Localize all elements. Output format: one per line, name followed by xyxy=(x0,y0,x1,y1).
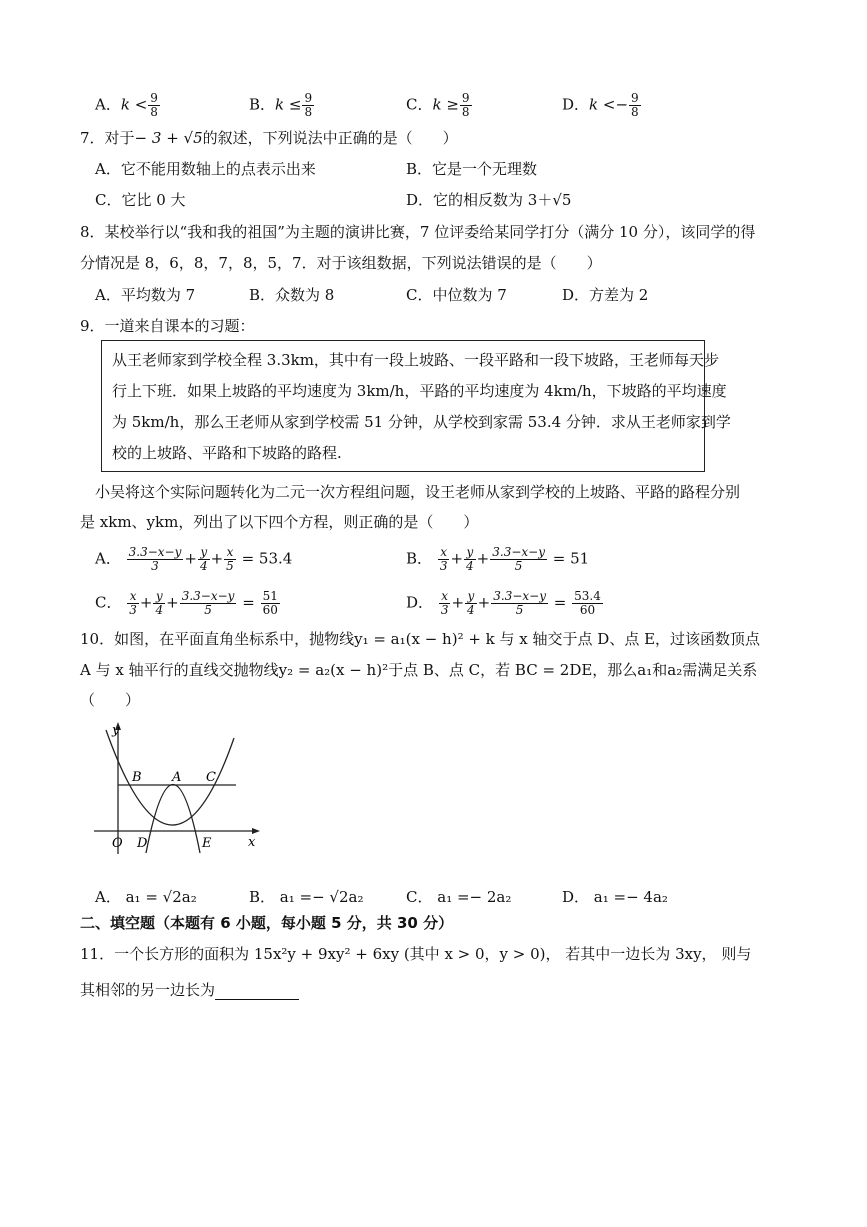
q11-stem-line2 xyxy=(80,980,299,1000)
denominator: 4 xyxy=(155,603,164,617)
fraction xyxy=(629,92,641,119)
q10-stem-line2: A 与 x 轴平行的直线交抛物线y₂ = a₂(x − h)²于点 B、点 C，若 BC = 2DE，那么a₁和a₂需满足关系 xyxy=(80,661,758,679)
option-label: C． xyxy=(95,593,122,612)
denominator: 5 xyxy=(515,603,524,617)
option-math: k < xyxy=(120,95,148,114)
numerator: y xyxy=(465,590,477,604)
box-line: 行上下班．如果上坡路的平均速度为 3km/h，平路的平均速度为 4km/h，下坡路的平均速度 xyxy=(112,382,727,400)
point-b-label: B xyxy=(132,770,142,785)
fraction xyxy=(148,92,160,119)
rhs: = 51 xyxy=(552,549,590,568)
q8-option-b: B．众数为 8 xyxy=(249,286,335,304)
denominator: 4 xyxy=(466,559,474,573)
numerator: x xyxy=(224,546,236,560)
option-math: k <− xyxy=(589,95,629,114)
fraction xyxy=(491,590,548,617)
numerator: y xyxy=(464,546,476,560)
numerator: x xyxy=(439,590,451,604)
rhs: = 53.4 xyxy=(241,549,293,568)
numerator: y xyxy=(153,590,165,604)
y-axis-label: y xyxy=(112,723,120,738)
origin-label: O xyxy=(112,836,123,851)
fraction xyxy=(490,546,547,573)
answer-blank[interactable] xyxy=(215,985,299,1000)
denominator: 60 xyxy=(262,603,278,617)
option-label: B． xyxy=(249,95,276,114)
q6-option-c xyxy=(406,92,473,119)
point-e-label: E xyxy=(202,836,212,851)
q9-option-a: A． $\frac{3.3-x-y}{3}$ + $\frac{y}{4}$ + $\frac{x}{5}$ = 53.4 xyxy=(95,545,293,573)
q10-stem-line1: 10．如图，在平面直角坐标系中，抛物线y₁ = a₁(x − h)² + k 与 x 轴交于点 D、点 E，过该函数顶点 xyxy=(80,630,761,648)
q10-option-d: D． a₁ =− 4a₂ xyxy=(562,888,668,906)
box-line: 为 5km/h，那么王老师从家到学校需 51 分钟，从学校到家需 53.4 分钟．求从王老师家到学 xyxy=(112,413,731,431)
denominator: 8 xyxy=(150,105,158,119)
option-label: D． xyxy=(406,593,434,612)
option-label: A． xyxy=(95,95,121,114)
denominator: 5 xyxy=(514,559,523,573)
numerator: 9 xyxy=(631,91,639,105)
numerator: 9 xyxy=(304,91,313,105)
numerator: 51 xyxy=(262,589,278,603)
denominator: 5 xyxy=(204,603,212,617)
option-label: A． xyxy=(95,549,121,568)
q6-option-a xyxy=(95,92,161,119)
fraction xyxy=(180,590,237,617)
q9-option-b: B． $\frac{x}{3}$ + $\frac{y}{4}$ + $\frac{3.3-x-y}{5}$ = 51 xyxy=(406,545,590,573)
fraction xyxy=(153,590,165,617)
box-line: 校的上坡路、平路和下坡路的路程. xyxy=(112,444,342,462)
q8-stem-line2: 分情况是 8，6，8，7，8，5，7．对于该组数据，下列说法错误的是（ ） xyxy=(80,254,602,272)
q8-stem-line1: 8．某校举行以“我和我的祖国”为主题的演讲比赛，7 位评委给某同学打分（满分 10 分），该同学的得 xyxy=(80,223,756,241)
numerator: y xyxy=(198,546,210,560)
q8-option-c: C．中位数为 7 xyxy=(406,286,507,304)
numerator: 3.3−x−y xyxy=(493,589,546,603)
point-a-label: A xyxy=(172,770,182,785)
q9-text-line2: 是 xkm、ykm，列出了以下四个方程，则正确的是（ ） xyxy=(80,513,479,531)
denominator: 5 xyxy=(226,559,234,573)
option-label: C． xyxy=(406,95,433,114)
x-axis-label: x xyxy=(248,835,256,850)
numerator: 9 xyxy=(461,91,470,105)
q8-option-d: D．方差为 2 xyxy=(562,286,649,304)
stem-text: 其相邻的另一边长为 xyxy=(80,981,216,999)
q7-option-a: A．它不能用数轴上的点表示出来 xyxy=(95,160,316,178)
fraction xyxy=(198,546,210,573)
denominator: 3 xyxy=(439,559,448,573)
fraction xyxy=(439,590,451,617)
point-d-label: D xyxy=(137,836,148,851)
denominator: 8 xyxy=(631,105,639,119)
q10-option-b: B． a₁ =− √2a₂ xyxy=(249,888,364,906)
numerator: 3.3−x−y xyxy=(128,545,182,559)
option-label: B． xyxy=(406,549,433,568)
q7-stem xyxy=(80,128,458,148)
q9-stem: 9．一道来自课本的习题： xyxy=(80,317,255,335)
stem-math: − 3 + √5 xyxy=(134,129,203,147)
q7-option-c: C．它比 0 大 xyxy=(95,191,186,209)
q10-option-c: C． a₁ =− 2a₂ xyxy=(406,888,512,906)
denominator: 8 xyxy=(304,105,313,119)
fraction xyxy=(302,92,314,119)
stem-text: 7．对于 xyxy=(80,129,135,147)
denominator: 3 xyxy=(129,603,137,617)
q9-text-line1: 小吴将这个实际问题转化为二元一次方程组问题，设王老师从家到学校的上坡路、平路的路程分别 xyxy=(95,483,741,501)
q6-option-b xyxy=(249,92,315,119)
denominator: 3 xyxy=(440,603,449,617)
numerator: 9 xyxy=(150,91,158,105)
fraction xyxy=(465,590,477,617)
stem-text: 的叙述，下列说法中正确的是（ ） xyxy=(202,129,458,147)
numerator: x xyxy=(127,590,139,604)
option-label: D． xyxy=(562,95,590,114)
fraction xyxy=(224,546,236,573)
q9-problem-box xyxy=(101,340,731,472)
q7-option-b: B．它是一个无理数 xyxy=(406,160,538,178)
denominator: 4 xyxy=(199,559,208,573)
numerator: x xyxy=(438,546,450,560)
fraction xyxy=(460,92,472,119)
numerator: 3.3−x−y xyxy=(181,589,235,603)
section-heading: 二、填空题（本题有 6 小题，每小题 5 分，共 30 分） xyxy=(80,914,454,932)
option-math: k ≥ xyxy=(432,95,459,114)
q6-option-d xyxy=(562,92,642,119)
denominator: 60 xyxy=(579,603,596,617)
q9-option-d: D． $\frac{x}{3}$ + $\frac{y}{4}$ + $\frac{3.3-x-y}{5}$ = $\frac{53.4}{60}$ xyxy=(406,589,601,617)
denominator: 8 xyxy=(461,105,470,119)
fraction xyxy=(438,546,450,573)
q10-parabola-graph xyxy=(90,718,270,858)
point-c-label: C xyxy=(206,770,216,785)
denominator: 3 xyxy=(151,559,159,573)
q9-option-c: C． $\frac{x}{3}$ + $\frac{y}{4}$ + $\frac{3.3-x-y}{5}$ = $\frac{51}{60}$ xyxy=(95,589,278,617)
q8-option-a: A．平均数为 7 xyxy=(95,286,196,304)
numerator: 3.3−x−y xyxy=(492,545,545,559)
fraction xyxy=(464,546,476,573)
q11-stem-line1: 11．一个长方形的面积为 15x²y + 9xy² + 6xy (其中 x > 0，y > 0)， 若其中一边长为 3xy， 则与 xyxy=(80,945,752,963)
q7-option-d: D．它的相反数为 3＋√5 xyxy=(406,191,572,209)
fraction xyxy=(127,590,139,617)
q10-option-a: A． a₁ = √2a₂ xyxy=(95,888,197,906)
fraction xyxy=(572,590,603,617)
box-line: 从王老师家到学校全程 3.3km，其中有一段上坡路、一段平路和一段下坡路，王老师每天步 xyxy=(112,351,719,369)
q10-stem-line3: （ ） xyxy=(80,691,141,709)
fraction xyxy=(261,590,280,617)
denominator: 4 xyxy=(467,603,475,617)
option-math: k ≤ xyxy=(275,95,302,114)
numerator: 53.4 xyxy=(574,589,601,603)
fraction xyxy=(127,546,184,573)
